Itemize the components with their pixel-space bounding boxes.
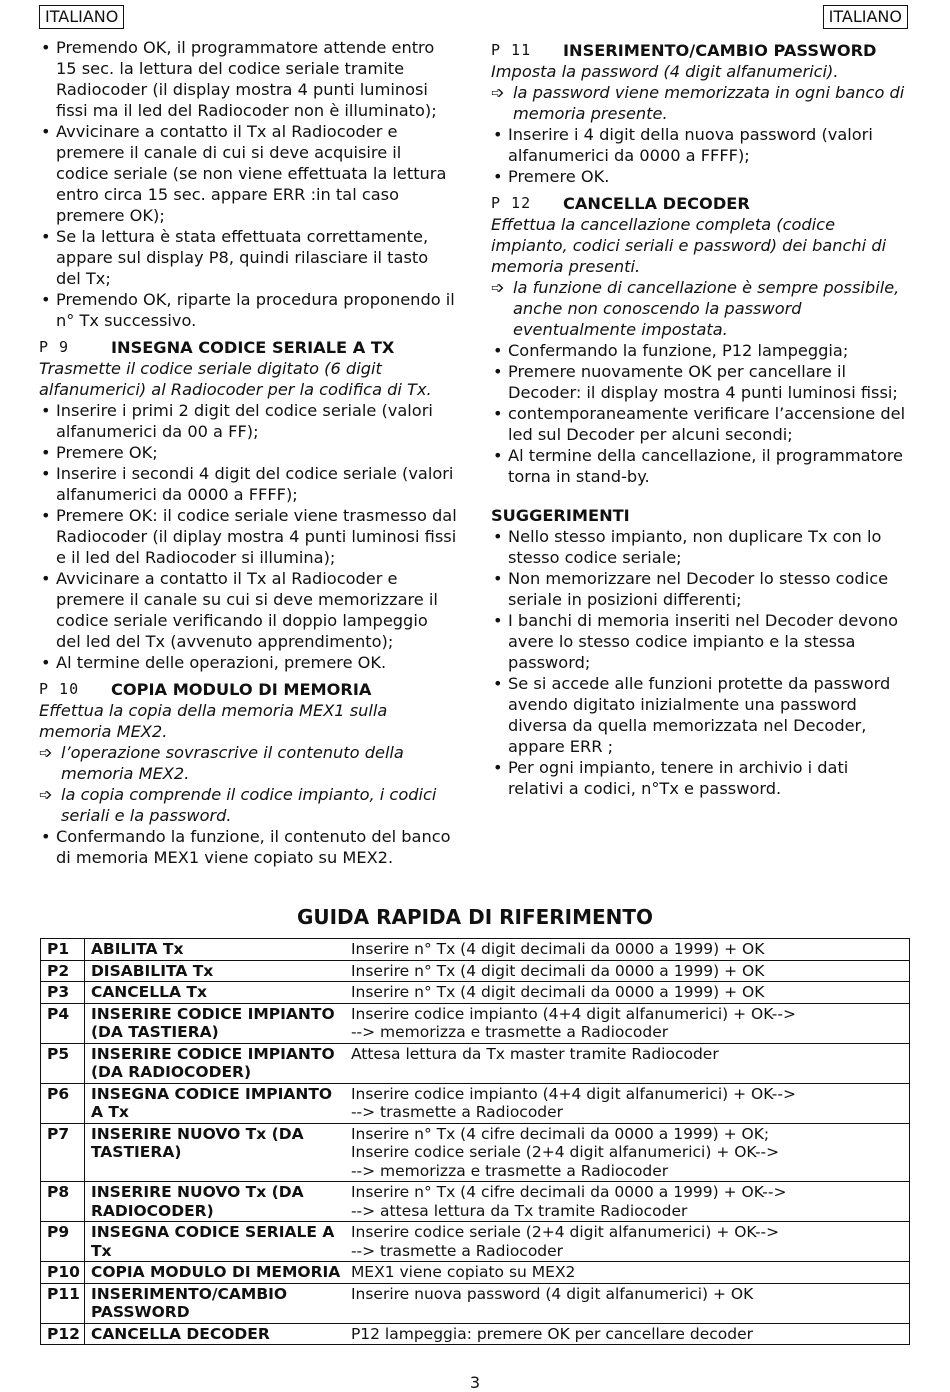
quick-reference-table	[40, 938, 910, 1345]
table-row	[41, 1182, 910, 1222]
display-code: P 9	[39, 338, 70, 356]
list-item: • Se la lettura è stata effettuata correttamente, appare sul display P8, quindi rilasciare il tasto del Tx;	[39, 226, 457, 289]
display-code: P 10	[39, 680, 80, 698]
list-item: • Nello stesso impianto, non duplicare Tx con lo stesso codice seriale;	[491, 526, 909, 568]
section-heading-p12	[491, 193, 909, 214]
display-code: P 12	[491, 194, 532, 212]
table-row	[41, 1262, 910, 1284]
list-item: • Premere nuovamente OK per cancellare il Decoder: il display mostra 4 punti luminosi fissi;	[491, 361, 909, 403]
table-cell-desc: Inserire n° Tx (4 digit decimali da 0000 a 1999) + OK	[345, 960, 910, 982]
list-item: • Premere OK;	[39, 442, 457, 463]
list-item: • I banchi di memoria inseriti nel Decoder devono avere lo stesso codice impianto e la stessa password;	[491, 610, 909, 673]
section-description: Trasmette il codice seriale digitato (6 digit alfanumerici) al Radiocoder per la codifica di Tx.	[39, 359, 432, 399]
list-item: • Confermando la funzione, il contenuto del banco di memoria MEX1 viene copiato su MEX2.	[39, 826, 457, 868]
table-cell-code: P12	[41, 1323, 85, 1345]
table-cell-name: CANCELLA DECODER	[84, 1323, 345, 1345]
list-item: • Per ogni impianto, tenere in archivio i dati relativi a codici, n°Tx e password.	[491, 757, 909, 799]
table-cell-name: CANCELLA Tx	[84, 982, 345, 1004]
table-cell-code: P3	[41, 982, 85, 1004]
guide-title: GUIDA RAPIDA DI RIFERIMENTO	[296, 905, 654, 929]
left-column	[39, 37, 457, 868]
table-row	[41, 1123, 910, 1182]
table-cell-code: P11	[41, 1283, 85, 1323]
section-description: Imposta la password (4 digit alfanumerici).	[491, 62, 839, 81]
list-item: • Al termine della cancellazione, il programmatore torna in stand-by.	[491, 445, 909, 487]
table-cell-name: INSERIMENTO/CAMBIO PASSWORD	[84, 1283, 345, 1323]
table-cell-desc: Inserire n° Tx (4 cifre decimali da 0000 a 1999) + OK; Inserire codice seriale (2+4 digit alfanumerici) + OK--> --> memorizza e trasmette a Radiocoder	[345, 1123, 910, 1182]
list-item: • Non memorizzare nel Decoder lo stesso codice seriale in posizioni differenti;	[491, 568, 909, 610]
table-row	[41, 1003, 910, 1043]
table-cell-code: P8	[41, 1182, 85, 1222]
table-cell-code: P4	[41, 1003, 85, 1043]
table-cell-name: INSERIRE CODICE IMPIANTO (DA RADIOCODER)	[84, 1043, 345, 1083]
table-row	[41, 1323, 910, 1345]
note-arrow-item: ➩ l’operazione sovrascrive il contenuto della memoria MEX2.	[39, 742, 457, 784]
list-item: • Avvicinare a contatto il Tx al Radiocoder e premere il canale di cui si deve acquisire il codice seriale (se non viene effettuata la lettura entro circa 15 sec. appare ERR :in tal caso premere OK);	[39, 121, 457, 226]
table-row	[41, 1083, 910, 1123]
table-cell-desc: P12 lampeggia: premere OK per cancellare decoder	[345, 1323, 910, 1345]
table-cell-code: P2	[41, 960, 85, 982]
list-item: • Al termine delle operazioni, premere OK.	[39, 652, 457, 673]
list-item: • Confermando la funzione, P12 lampeggia;	[491, 340, 909, 361]
language-label-left: ITALIANO	[39, 5, 124, 29]
table-cell-name: INSERIRE NUOVO Tx (DA TASTIERA)	[84, 1123, 345, 1182]
table-cell-code: P5	[41, 1043, 85, 1083]
table-cell-code: P7	[41, 1123, 85, 1182]
table-row	[41, 982, 910, 1004]
table-cell-desc: Inserire n° Tx (4 digit decimali da 0000 a 1999) + OK	[345, 982, 910, 1004]
table-cell-code: P6	[41, 1083, 85, 1123]
list-item: • Premendo OK, riparte la procedura proponendo il n° Tx successivo.	[39, 289, 457, 331]
table-row	[41, 939, 910, 961]
section-heading-p11	[491, 40, 909, 61]
list-item: • Inserire i secondi 4 digit del codice seriale (valori alfanumerici da 0000 a FFFF);	[39, 463, 457, 505]
right-column	[491, 37, 909, 799]
table-cell-code: P10	[41, 1262, 85, 1284]
table-cell-name: INSERIRE CODICE IMPIANTO (DA TASTIERA)	[84, 1003, 345, 1043]
table-cell-desc: Attesa lettura da Tx master tramite Radiocoder	[345, 1043, 910, 1083]
section-description: Effettua la cancellazione completa (codice impianto, codici seriali e password) dei banchi di memoria presenti.	[491, 215, 887, 276]
list-item: • contemporaneamente verificare l’accensione del led sul Decoder per alcuni secondi;	[491, 403, 909, 445]
list-item: • Inserire i 4 digit della nuova password (valori alfanumerici da 0000 a FFFF);	[491, 124, 909, 166]
section-heading-p10	[39, 679, 457, 700]
table-cell-name: COPIA MODULO DI MEMORIA	[84, 1262, 345, 1284]
list-item: • Premendo OK, il programmatore attende entro 15 sec. la lettura del codice seriale tramite Radiocoder (il display mostra 4 punti luminosi fissi ma il led del Radiocoder non è illuminato);	[39, 37, 457, 121]
table-row	[41, 1283, 910, 1323]
table-cell-desc: Inserire codice impianto (4+4 digit alfanumerici) + OK--> --> memorizza e trasmette a Radiocoder	[345, 1003, 910, 1043]
note-arrow-item: ➩ la funzione di cancellazione è sempre possibile, anche non conoscendo la password eventualmente impostata.	[491, 277, 909, 340]
table-cell-desc: Inserire codice seriale (2+4 digit alfanumerici) + OK--> --> trasmette a Radiocoder	[345, 1222, 910, 1262]
table-cell-desc: Inserire nuova password (4 digit alfanumerici) + OK	[345, 1283, 910, 1323]
table-cell-code: P9	[41, 1222, 85, 1262]
note-arrow-item: ➩ la copia comprende il codice impianto, i codici seriali e la password.	[39, 784, 457, 826]
section-title: COPIA MODULO DI MEMORIA	[111, 680, 372, 699]
table-cell-desc: MEX1 viene copiato su MEX2	[345, 1262, 910, 1284]
language-label-right: ITALIANO	[823, 5, 908, 29]
display-code: P 11	[491, 41, 532, 59]
table-cell-name: ABILITA Tx	[84, 939, 345, 961]
table-cell-name: INSEGNA CODICE SERIALE A Tx	[84, 1222, 345, 1262]
table-cell-desc: Inserire n° Tx (4 cifre decimali da 0000 a 1999) + OK--> --> attesa lettura da Tx tramite Radiocoder	[345, 1182, 910, 1222]
table-cell-name: INSERIRE NUOVO Tx (DA RADIOCODER)	[84, 1182, 345, 1222]
table-cell-desc: Inserire codice impianto (4+4 digit alfanumerici) + OK--> --> trasmette a Radiocoder	[345, 1083, 910, 1123]
list-item: • Premere OK: il codice seriale viene trasmesso dal Radiocoder (il diplay mostra 4 punti luminosi fissi e il led del Radiocoder si illumina);	[39, 505, 457, 568]
table-row	[41, 960, 910, 982]
table-row	[41, 1043, 910, 1083]
list-item: • Se si accede alle funzioni protette da password avendo digitato inizialmente una password diversa da quella memorizzata nel Decoder, appare ERR ;	[491, 673, 909, 757]
table-cell-code: P1	[41, 939, 85, 961]
table-row	[41, 1222, 910, 1262]
suggestions-heading: SUGGERIMENTI	[491, 506, 630, 525]
table-cell-desc: Inserire n° Tx (4 digit decimali da 0000 a 1999) + OK	[345, 939, 910, 961]
list-item: • Avvicinare a contatto il Tx al Radiocoder e premere il canale su cui si deve memorizzare il codice seriale verificando il doppio lampeggio del led del Tx (avvenuto apprendimento);	[39, 568, 457, 652]
table-cell-name: DISABILITA Tx	[84, 960, 345, 982]
page-number: 3	[469, 1373, 481, 1392]
section-description: Effettua la copia della memoria MEX1 sulla memoria MEX2.	[39, 701, 388, 741]
section-title: CANCELLA DECODER	[563, 194, 750, 213]
section-heading-p9	[39, 337, 457, 358]
note-arrow-item: ➩ la password viene memorizzata in ogni banco di memoria presente.	[491, 82, 909, 124]
list-item: • Inserire i primi 2 digit del codice seriale (valori alfanumerici da 00 a FF);	[39, 400, 457, 442]
section-title: INSERIMENTO/CAMBIO PASSWORD	[563, 41, 877, 60]
table-cell-name: INSEGNA CODICE IMPIANTO A Tx	[84, 1083, 345, 1123]
section-title: INSEGNA CODICE SERIALE A TX	[111, 338, 395, 357]
list-item: • Premere OK.	[491, 166, 909, 187]
